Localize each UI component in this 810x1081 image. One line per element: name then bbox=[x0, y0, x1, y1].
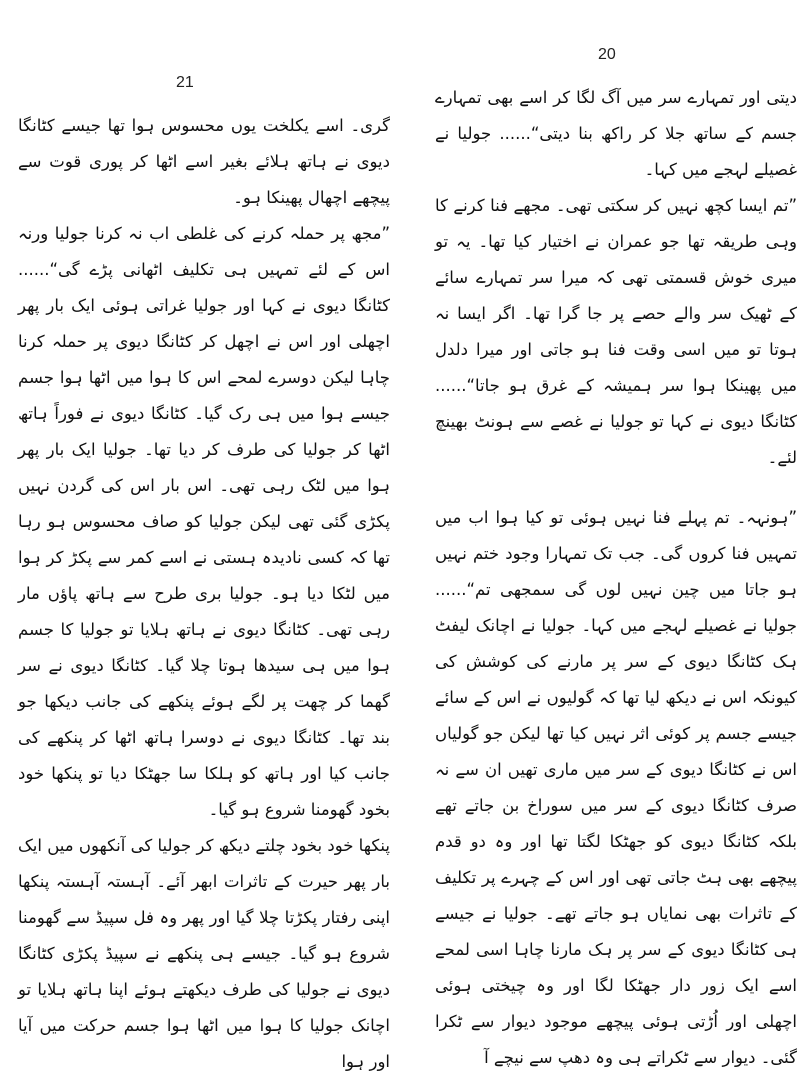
page-number: 20 bbox=[598, 46, 616, 63]
paragraph: ”ہونہہ۔ تم پہلے فنا نہیں ہوئی تو کیا ہوا اب میں تمہیں فنا کروں گی۔ جب تک تمہارا وجود ختم نہیں ہو جاتا میں چین نہیں لوں گی سمجھی تم“...... جولیا نے غصیلے لہجے میں کہا۔ جولیا نے اچانک لیفٹ ہک کٹانگا دیوی کے سر پر مارنے کی کوشش کی کیونکہ اس نے دیکھ لیا تھا کہ گولیوں نے اس کے سائے جیسے جسم پر کوئی اثر نہیں کیا تھا لیکن جو گولیاں اس نے کٹانگا دیوی کے سر میں ماری تھیں ان سے نہ صرف کٹانگا دیوی کے سر میں سوراخ بن جاتے تھے بلکہ کٹانگا دیوی کو جھٹکا لگتا تھا اور وہ دو قدم پیچھے بھی ہٹ جاتی تھی اور اس کے چہرے پر تکلیف کے تاثرات بھی نمایاں ہو جاتے تھے۔ جولیا نے جیسے ہی کٹانگا دیوی کے سر پر ہک مارنا چاہا اسی لمحے اسے ایک زور دار جھٹکا لگا اور وہ چیختی ہوئی اچھلی اور اُڑتی ہوئی پیچھے موجود دیوار سے ٹکرا گئی۔ دیوار سے ٹکراتے ہی وہ دھپ سے نیچے آ bbox=[435, 508, 797, 1067]
page-body-text bbox=[18, 108, 390, 1080]
right-page bbox=[405, 0, 810, 1081]
paragraph: دیتی اور تمہارے سر میں آگ لگا کر اسے بھی تمہارے جسم کے ساتھ جلا کر راکھ بنا دیتی“...... جولیا نے غصیلے لہجے میں کہا۔ bbox=[435, 88, 797, 179]
paragraph: پنکھا خود بخود چلتے دیکھ کر جولیا کی آنکھوں میں ایک بار پھر حیرت کے تاثرات ابھر آئے۔ آہستہ آہستہ پنکھا اپنی رفتار پکڑتا چلا گیا اور پھر وہ فل سپیڈ سے گھومنا شروع ہو گیا۔ جیسے ہی پنکھے نے سپیڈ پکڑی کٹانگا دیوی نے جولیا کی طرف دیکھتے ہوئے اپنا ہاتھ ہلایا تو اچانک جولیا کا ہوا میں اٹھا ہوا جسم حرکت میں آیا اور ہوا bbox=[18, 836, 390, 1071]
paragraph: ”تم ایسا کچھ نہیں کر سکتی تھی۔ مجھے فنا کرنے کا وہی طریقہ تھا جو عمران نے اختیار کیا تھا۔ یہ تو میری خوش قسمتی تھی کہ میرا سر تمہارے سائے کے ٹھیک سر والے حصے پر جا گرا تھا۔ اگر ایسا نہ ہوتا تو میں اسی وقت فنا ہو جاتی اور میرا دلدل میں پھینکا ہوا سر ہمیشہ کے غرق ہو جاتا“...... کٹانگا دیوی نے کہا تو جولیا نے غصے سے ہونٹ بھینچ لئے۔ bbox=[435, 196, 797, 467]
page-body-text bbox=[435, 80, 797, 1076]
page-number: 21 bbox=[176, 74, 194, 91]
paragraph: ”مجھ پر حملہ کرنے کی غلطی اب نہ کرنا جولیا ورنہ اس کے لئے تمہیں ہی تکلیف اٹھانی پڑے گی“...... کٹانگا دیوی نے کہا اور جولیا غراتی ہوئی ایک بار پھر اچھلی اور اس نے اچھل کر کٹانگا دیوی پر حملہ کرنا چاہا لیکن دوسرے لمحے اس کا ہوا میں اٹھا ہوا جسم جیسے ہوا میں ہی رک گیا۔ کٹانگا دیوی نے فوراً ہاتھ اٹھا کر جولیا کی طرف کر دیا تھا۔ جولیا ایک بار پھر ہوا میں لٹک رہی تھی۔ اس بار اس کی گردن نہیں پکڑی گئی تھی لیکن جولیا کو صاف محسوس ہو رہا تھا کہ کسی نادیدہ ہستی نے اسے کمر سے پکڑ کر ہوا میں لٹکا دیا ہو۔ جولیا بری طرح سے ہاتھ پاؤں مار رہی تھی۔ کٹانگا دیوی نے ہاتھ ہلایا تو جولیا کا جسم ہوا میں ہی سیدھا ہوتا چلا گیا۔ کٹانگا دیوی نے سر گھما کر چھت پر لگے ہوئے پنکھے کی جانب دیکھا جو بند تھا۔ کٹانگا دیوی نے دوسرا ہاتھ اٹھا کر پنکھے کی جانب کیا اور ہاتھ کو ہلکا سا جھٹکا دیا تو پنکھا خود بخود گھومنا شروع ہو گیا۔ bbox=[18, 224, 390, 819]
paragraph: گری۔ اسے یکلخت یوں محسوس ہوا تھا جیسے کٹانگا دیوی نے ہاتھ ہلائے بغیر اسے اٹھا کر پوری قوت سے پیچھے اچھال پھینکا ہو۔ bbox=[18, 116, 390, 207]
